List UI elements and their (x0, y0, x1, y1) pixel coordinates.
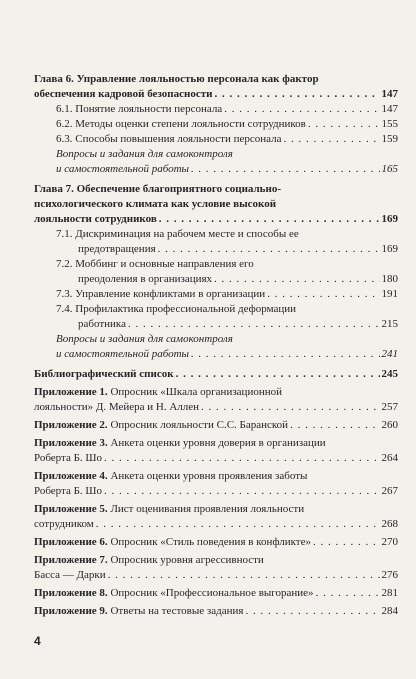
appendix-line1 (34, 502, 398, 517)
section-7-4-line2: работника (78, 318, 126, 330)
page-number: 4 (34, 634, 41, 648)
section-7-3-title: 7.3. Управление конфликтами в организации (56, 288, 266, 300)
bibliography-page: 245 (381, 368, 398, 380)
bibliography-title: Библиографический список (34, 368, 174, 380)
appendix-title-line2: Ответы на тестовые задания (110, 605, 244, 617)
appendix-title-line2: Опросник «Стиль поведения в конфликте» (110, 536, 311, 548)
section-7-2-line2: преодоления в организациях (78, 273, 213, 285)
section-6-2-page: 155 (381, 118, 398, 130)
appendix-line1 (34, 553, 398, 568)
appendix-page: 281 (381, 587, 398, 599)
section-7-2-page: 180 (381, 273, 398, 285)
section-6-3-title: 6.3. Способы повышения лояльности персонала (56, 133, 282, 145)
section-6-2 (34, 117, 398, 132)
chapter-7-questions-page: 241 (381, 348, 398, 360)
appendix-label: Приложение 6. (34, 536, 108, 548)
appendix-page: 257 (381, 401, 398, 413)
appendix-title-line1: Лист оценивания проявления лояльности (110, 503, 305, 515)
section-6-2-title: 6.2. Методы оценки степени лояльности сотрудников (56, 118, 306, 130)
appendix-label: Приложение 7. (34, 554, 108, 566)
appendix-page: 270 (381, 536, 398, 548)
chapter-6-questions (34, 147, 398, 177)
section-7-1-line2: предотвращения (78, 243, 156, 255)
chapter-6-questions-line1: Вопросы и задания для самоконтроля (56, 148, 233, 160)
chapter-6-questions-page: 165 (381, 163, 398, 175)
chapter-7-title (34, 182, 398, 227)
appendix-title-line1: Анкета оценки уровня доверия в организации (110, 437, 326, 449)
section-7-4-page: 215 (381, 318, 398, 330)
appendix-entry (34, 586, 398, 601)
chapter-6-title (34, 72, 398, 102)
appendix-line1 (34, 436, 398, 451)
appendix-label: Приложение 9. (34, 605, 108, 617)
appendix-list (34, 385, 398, 619)
appendix-entry (34, 553, 398, 583)
section-6-3-page: 159 (381, 133, 398, 145)
section-6-3 (34, 132, 398, 147)
section-7-1-line1: 7.1. Дискриминация на рабочем месте и способы ее (56, 228, 299, 240)
appendix-title-line2: Роберта Б. Шо (34, 485, 103, 497)
appendix-title-line1: Опросник уровня агрессивности (110, 554, 264, 566)
chapter-7-questions (34, 332, 398, 362)
appendix-label: Приложение 8. (34, 587, 108, 599)
appendix-line1 (34, 385, 398, 400)
appendix-entry (34, 604, 398, 619)
bibliography-entry (34, 367, 398, 382)
appendix-entry (34, 418, 398, 433)
appendix-title-line1: Опросник «Шкала организационной (110, 386, 282, 398)
section-6-1 (34, 102, 398, 117)
appendix-line1 (34, 469, 398, 484)
appendix-title-line2: Опросник лояльности С.С. Баранской (110, 419, 289, 431)
appendix-title-line2: Роберта Б. Шо (34, 452, 103, 464)
chapter-7-questions-line2: и самостоятельной работы (56, 348, 190, 360)
appendix-page: 268 (381, 518, 398, 530)
section-7-1 (34, 227, 398, 257)
chapter-7-title-line3: лояльности сотрудников (34, 213, 157, 225)
appendix-title-line2: сотрудником (34, 518, 94, 530)
appendix-page: 260 (381, 419, 398, 431)
appendix-entry (34, 502, 398, 532)
appendix-entry (34, 436, 398, 466)
appendix-title-line2: лояльности» Д. Мейера и Н. Аллен (34, 401, 200, 413)
chapter-7-page: 169 (381, 213, 398, 225)
chapter-6-title-line1: Глава 6. Управление лояльностью персонала как фактор (34, 73, 319, 85)
appendix-entry (34, 469, 398, 499)
appendix-page: 264 (381, 452, 398, 464)
section-7-4 (34, 302, 398, 332)
appendix-page: 284 (381, 605, 398, 617)
chapter-6-questions-line2: и самостоятельной работы (56, 163, 190, 175)
chapter-7-title-line2: психологического климата как условие высокой (34, 198, 277, 210)
appendix-title-line2: Басса — Дарки (34, 569, 106, 581)
appendix-label: Приложение 4. (34, 470, 108, 482)
section-6-1-page: 147 (381, 103, 398, 115)
chapter-7-title-line1: Глава 7. Обеспечение благоприятного социально- (34, 183, 281, 195)
appendix-label: Приложение 5. (34, 503, 108, 515)
chapter-7-questions-line1: Вопросы и задания для самоконтроля (56, 333, 233, 345)
appendix-label: Приложение 2. (34, 419, 108, 431)
appendix-page: 267 (381, 485, 398, 497)
section-7-4-line1: 7.4. Профилактика профессиональной деформации (56, 303, 297, 315)
section-7-2 (34, 257, 398, 287)
section-7-3 (34, 287, 398, 302)
table-of-contents (34, 72, 398, 619)
chapter-6-page: 147 (381, 88, 398, 100)
appendix-title-line2: Опросник «Профессиональное выгорание» (110, 587, 314, 599)
appendix-entry (34, 385, 398, 415)
section-6-1-title: 6.1. Понятие лояльности персонала (56, 103, 223, 115)
appendix-label: Приложение 1. (34, 386, 108, 398)
appendix-label: Приложение 3. (34, 437, 108, 449)
chapter-6-title-line2: обеспечения кадровой безопасности (34, 88, 213, 100)
section-7-3-page: 191 (381, 288, 398, 300)
section-7-1-page: 169 (381, 243, 398, 255)
appendix-entry (34, 535, 398, 550)
section-7-2-line1: 7.2. Моббинг и основные направления его (56, 258, 254, 270)
appendix-title-line1: Анкета оценки уровня проявления заботы (110, 470, 308, 482)
appendix-page: 276 (381, 569, 398, 581)
